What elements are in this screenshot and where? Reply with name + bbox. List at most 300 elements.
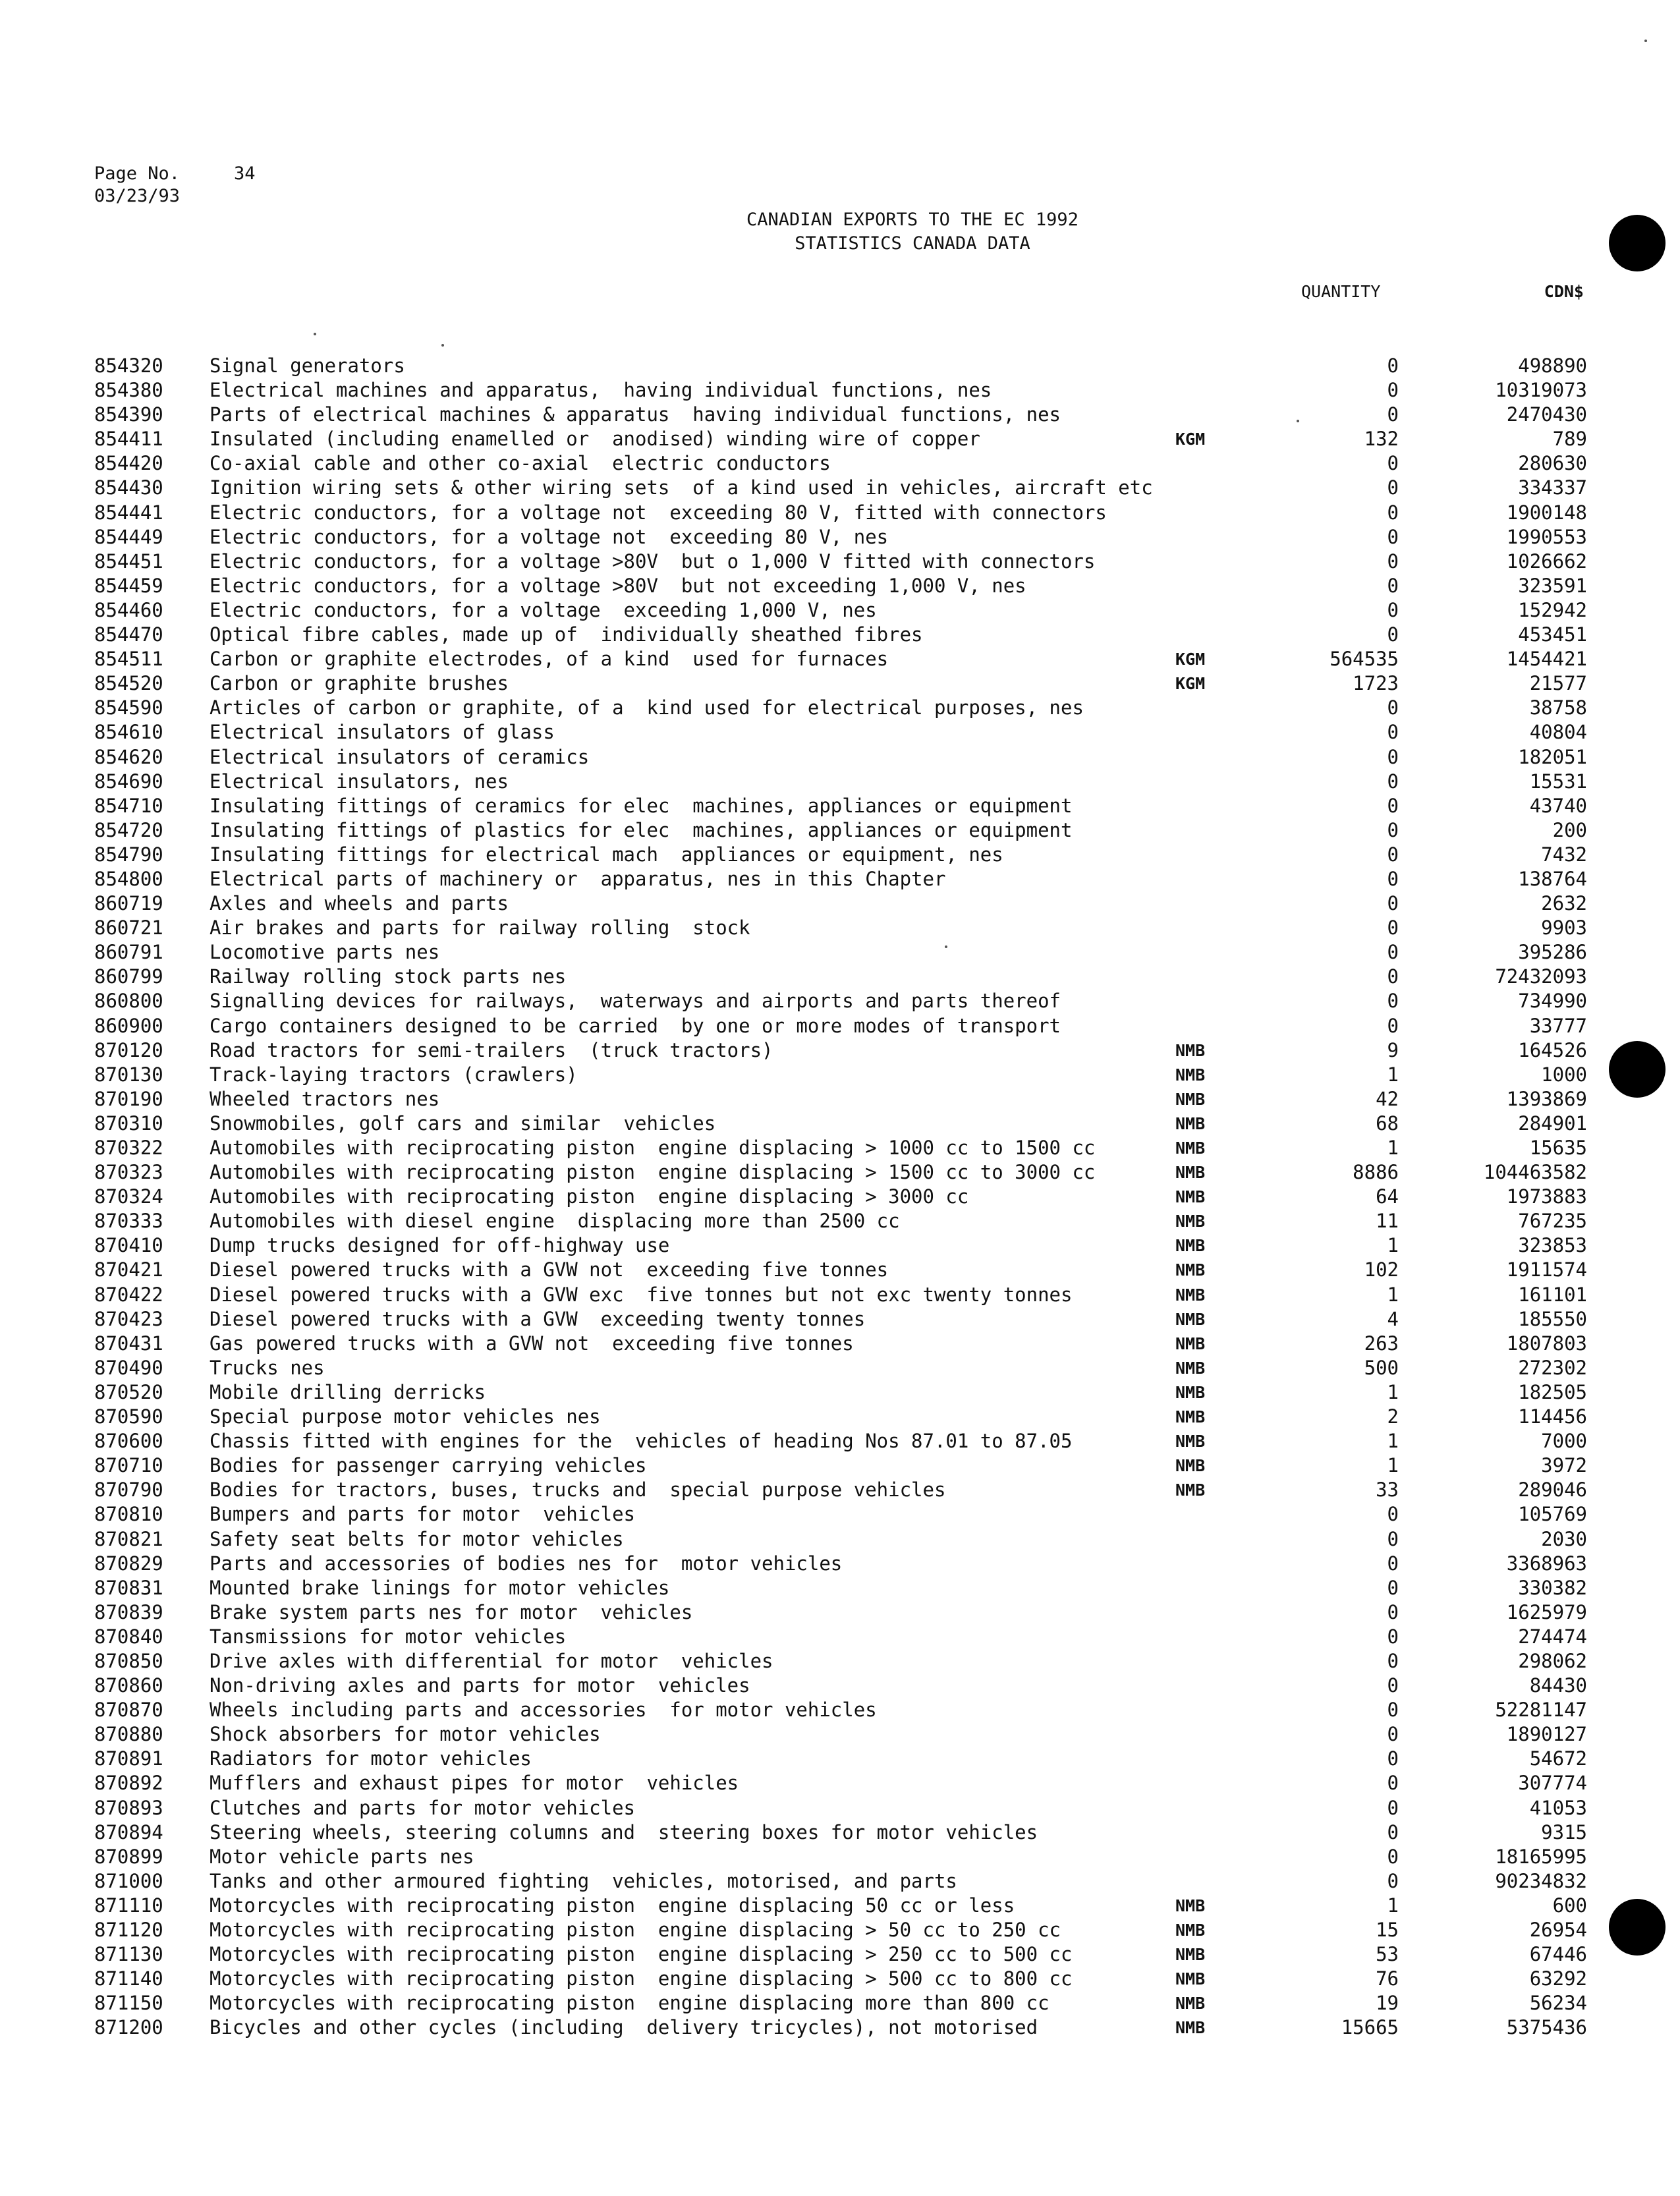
quantity-value: 1723 [1353,672,1399,695]
commodity-description: Brake system parts nes for motor vehicles [210,1600,693,1623]
commodity-code: 871150 [94,1992,163,2015]
quantity-value: 0 [1387,549,1399,573]
unit-of-measure: NMB [1175,1260,1206,1280]
quantity-value: 1 [1387,1454,1399,1477]
cdn-value: 41053 [1529,1796,1587,1819]
commodity-code: 870899 [94,1845,163,1868]
table-row [0,1796,1680,1820]
unit-of-measure: NMB [1175,1896,1206,1915]
commodity-description: Drive axles with differential for motor vehicles [210,1649,773,1672]
table-row [0,1209,1680,1233]
commodity-description: Automobiles with reciprocating piston engine displacing > 1000 cc to 1500 cc [210,1137,1096,1159]
quantity-value: 9 [1387,1038,1399,1061]
commodity-description: Insulating fittings of ceramics for elec machines, appliances or equipment [210,794,1073,817]
punch-hole-mark [1609,215,1666,271]
table-row [0,1991,1680,2015]
quantity-value: 0 [1387,501,1399,524]
commodity-code: 860800 [94,990,163,1013]
cdn-value: 1026662 [1506,549,1587,573]
commodity-code: 870422 [94,1283,163,1306]
commodity-code: 870590 [94,1405,163,1428]
quantity-value: 0 [1387,941,1399,964]
unit-of-measure: KGM [1175,430,1206,449]
commodity-code: 870891 [94,1747,163,1770]
quantity-column-header: QUANTITY [1301,282,1381,301]
quantity-value: 0 [1387,770,1399,793]
commodity-description: Air brakes and parts for railway rolling stock [210,916,750,940]
commodity-description: Motor vehicle parts nes [210,1845,474,1868]
cdn-value: 734990 [1518,990,1587,1013]
cdn-value: 280630 [1518,452,1587,475]
unit-of-measure: NMB [1175,1139,1206,1158]
quantity-value: 0 [1387,452,1399,475]
cdn-value: 52281147 [1495,1699,1587,1722]
cdn-value: 164526 [1518,1038,1587,1061]
table-row [0,1552,1680,1576]
quantity-value: 263 [1364,1332,1399,1355]
table-row [0,1820,1680,1845]
cdn-value: 5375436 [1506,2016,1587,2039]
commodity-description: Electrical machines and apparatus, having individual functions, nes [210,379,992,402]
cdn-value: 43740 [1529,794,1587,817]
cdn-value: 2030 [1541,1527,1587,1550]
commodity-code: 860791 [94,941,163,964]
commodity-description: Special purpose motor vehicles nes [210,1405,601,1428]
commodity-code: 870892 [94,1772,163,1795]
quantity-value: 8886 [1353,1161,1399,1184]
page-number: 34 [234,163,256,184]
quantity-value: 68 [1376,1112,1399,1135]
table-row [0,1429,1680,1453]
quantity-value: 0 [1387,525,1399,548]
commodity-code: 854420 [94,452,163,475]
table-row [0,1502,1680,1527]
unit-of-measure: NMB [1175,1358,1206,1378]
table-row [0,794,1680,818]
table-row [0,1942,1680,1967]
unit-of-measure: NMB [1175,1480,1206,1500]
quantity-value: 4 [1387,1307,1399,1330]
cdn-value: 114456 [1518,1405,1587,1428]
table-row [0,1233,1680,1258]
commodity-description: Insulating fittings of plastics for elec machines, appliances or equipment [210,818,1073,841]
table-row [0,476,1680,500]
commodity-code: 870190 [94,1087,163,1110]
cdn-value: 1900148 [1506,501,1587,524]
quantity-value: 0 [1387,892,1399,915]
quantity-value: 0 [1387,1014,1399,1037]
commodity-description: Parts of electrical machines & apparatus having individual functions, nes [210,403,1061,426]
commodity-description: Optical fibre cables, made up of individually sheathed fibres [210,623,923,646]
quantity-value: 0 [1387,1772,1399,1795]
table-row [0,965,1680,989]
table-row [0,1063,1680,1087]
cdn-value: 104463582 [1483,1161,1587,1184]
quantity-value: 0 [1387,990,1399,1013]
quantity-value: 1 [1387,1137,1399,1159]
commodity-code: 870322 [94,1137,163,1159]
unit-of-measure: NMB [1175,1382,1206,1402]
cdn-value: 40804 [1529,721,1587,744]
cdn-value: 323591 [1518,574,1587,597]
table-row [0,720,1680,745]
commodity-code: 871120 [94,1919,163,1941]
table-row [0,598,1680,623]
commodity-code: 854470 [94,623,163,646]
commodity-description: Tansmissions for motor vehicles [210,1625,567,1648]
scan-speck [1297,420,1299,422]
unit-of-measure: NMB [1175,1969,1206,1989]
commodity-description: Tanks and other armoured fighting vehicles, motorised, and parts [210,1869,957,1892]
quantity-value: 11 [1376,1210,1399,1233]
table-row [0,1747,1680,1771]
commodity-code: 870710 [94,1454,163,1477]
table-row [0,549,1680,574]
cdn-value: 33777 [1529,1014,1587,1037]
quantity-value: 0 [1387,623,1399,646]
table-row [0,574,1680,598]
table-row [0,623,1680,647]
commodity-description: Electric conductors, for a voltage not exceeding 80 V, fitted with connectors [210,501,1107,524]
quantity-value: 76 [1376,1967,1399,1990]
unit-of-measure: NMB [1175,1456,1206,1476]
commodity-code: 870421 [94,1258,163,1281]
cdn-value: 56234 [1529,1992,1587,2015]
commodity-description: Bodies for tractors, buses, trucks and special purpose vehicles [210,1478,946,1502]
cdn-value: 15531 [1529,770,1587,793]
commodity-code: 854441 [94,501,163,524]
commodity-description: Motorcycles with reciprocating piston engine displacing 50 cc or less [210,1894,1015,1917]
quantity-value: 1 [1387,1430,1399,1453]
cdn-value: 1807803 [1506,1332,1587,1355]
cdn-value: 395286 [1518,941,1587,964]
quantity-value: 0 [1387,1600,1399,1623]
cdn-value: 200 [1552,818,1587,841]
cdn-value: 3368963 [1506,1552,1587,1575]
commodity-code: 870333 [94,1210,163,1233]
commodity-description: Carbon or graphite brushes [210,672,509,695]
cdn-value: 453451 [1518,623,1587,646]
unit-of-measure: NMB [1175,1309,1206,1329]
commodity-description: Mobile drilling derricks [210,1380,486,1403]
commodity-code: 870490 [94,1356,163,1379]
table-row [0,1722,1680,1747]
cdn-value: 182051 [1518,745,1587,768]
table-row [0,1478,1680,1502]
commodity-code: 870860 [94,1674,163,1697]
quantity-value: 15665 [1341,2016,1399,2039]
table-row [0,354,1680,378]
cdn-value: 600 [1552,1894,1587,1917]
commodity-code: 870893 [94,1796,163,1819]
commodity-description: Shock absorbers for motor vehicles [210,1723,601,1746]
table-row [0,1185,1680,1209]
table-row [0,1845,1680,1869]
scan-speck [441,344,444,347]
commodity-code: 870831 [94,1576,163,1599]
commodity-code: 854451 [94,549,163,573]
commodity-code: 870120 [94,1038,163,1061]
commodity-description: Trucks nes [210,1356,325,1379]
commodity-description: Automobiles with reciprocating piston engine displacing > 1500 cc to 3000 cc [210,1161,1096,1184]
punch-hole-mark [1609,1899,1666,1956]
commodity-code: 854690 [94,770,163,793]
quantity-value: 0 [1387,379,1399,402]
scan-speck [945,945,947,948]
commodity-code: 854610 [94,721,163,744]
commodity-code: 871000 [94,1869,163,1892]
commodity-code: 871140 [94,1967,163,1990]
commodity-code: 870810 [94,1503,163,1526]
quantity-value: 0 [1387,1796,1399,1819]
commodity-description: Gas powered trucks with a GVW not exceeding five tonnes [210,1332,854,1355]
table-row [0,1894,1680,1918]
commodity-description: Co-axial cable and other co-axial electric conductors [210,452,831,475]
commodity-description: Chassis fitted with engines for the vehicles of heading Nos 87.01 to 87.05 [210,1430,1073,1453]
table-row [0,1283,1680,1307]
cdn-value: 67446 [1529,1943,1587,1966]
commodity-description: Diesel powered trucks with a GVW exceeding twenty tonnes [210,1307,866,1330]
commodity-description: Motorcycles with reciprocating piston engine displacing > 250 cc to 500 cc [210,1943,1073,1966]
commodity-description: Electric conductors, for a voltage not exceeding 80 V, nes [210,525,889,548]
commodity-description: Parts and accessories of bodies nes for motor vehicles [210,1552,843,1575]
table-row [0,1307,1680,1332]
table-row [0,1869,1680,1894]
cdn-value: 152942 [1518,598,1587,621]
commodity-code: 870840 [94,1625,163,1648]
unit-of-measure: KGM [1175,674,1206,694]
unit-of-measure: NMB [1175,1334,1206,1353]
commodity-code: 870323 [94,1161,163,1184]
commodity-description: Dump trucks designed for off-highway use [210,1234,670,1257]
cdn-value: 767235 [1518,1210,1587,1233]
commodity-description: Road tractors for semi-trailers (truck tractors) [210,1038,773,1061]
table-row [0,989,1680,1013]
cdn-value: 2470430 [1506,403,1587,426]
commodity-code: 860719 [94,892,163,915]
commodity-code: 870850 [94,1649,163,1672]
commodity-description: Motorcycles with reciprocating piston engine displacing more than 800 cc [210,1992,1050,2015]
commodity-description: Steering wheels, steering columns and steering boxes for motor vehicles [210,1820,1038,1844]
quantity-value: 0 [1387,1625,1399,1648]
table-row [0,1625,1680,1649]
commodity-description: Automobiles with reciprocating piston engine displacing > 3000 cc [210,1185,969,1208]
cdn-value: 272302 [1518,1356,1587,1379]
quantity-value: 0 [1387,354,1399,377]
quantity-value: 0 [1387,1869,1399,1892]
commodity-code: 870324 [94,1185,163,1208]
table-row [0,451,1680,476]
table-row [0,1038,1680,1063]
quantity-value: 1 [1387,1894,1399,1917]
table-row [0,1258,1680,1282]
commodity-code: 854430 [94,476,163,499]
quantity-value: 53 [1376,1943,1399,1966]
unit-of-measure: NMB [1175,1285,1206,1305]
commodity-code: 854460 [94,598,163,621]
unit-of-measure: NMB [1175,1040,1206,1060]
table-row [0,2015,1680,2040]
commodity-description: Electrical insulators of glass [210,721,555,744]
commodity-code: 870410 [94,1234,163,1257]
cdn-value: 15635 [1529,1137,1587,1159]
quantity-value: 0 [1387,1674,1399,1697]
quantity-value: 0 [1387,916,1399,940]
quantity-value: 0 [1387,1503,1399,1526]
commodity-code: 854320 [94,354,163,377]
commodity-description: Signalling devices for railways, waterways and airports and parts thereof [210,990,1061,1013]
table-row [0,1698,1680,1722]
commodity-description: Cargo containers designed to be carried by one or more modes of transport [210,1014,1061,1037]
commodity-code: 854511 [94,648,163,671]
commodity-description: Signal generators [210,354,405,377]
commodity-description: Motorcycles with reciprocating piston engine displacing > 500 cc to 800 cc [210,1967,1073,1990]
table-row [0,1771,1680,1795]
quantity-value: 0 [1387,476,1399,499]
quantity-value: 1 [1387,1283,1399,1306]
table-row [0,1600,1680,1625]
unit-of-measure: NMB [1175,2018,1206,2038]
quantity-value: 0 [1387,1649,1399,1672]
table-row [0,1112,1680,1136]
unit-of-measure: NMB [1175,1113,1206,1133]
quantity-value: 0 [1387,598,1399,621]
commodity-description: Electric conductors, for a voltage >80V but o 1,000 V fitted with connectors [210,549,1096,573]
unit-of-measure: NMB [1175,1945,1206,1965]
table-row [0,1918,1680,1942]
commodity-description: Bodies for passenger carrying vehicles [210,1454,647,1477]
table-row [0,1649,1680,1674]
table-row [0,843,1680,867]
commodity-code: 870431 [94,1332,163,1355]
commodity-code: 870894 [94,1820,163,1844]
unit-of-measure: NMB [1175,1089,1206,1109]
cdn-value: 1454421 [1506,648,1587,671]
table-row [0,940,1680,965]
cdn-value: 1911574 [1506,1258,1587,1281]
cdn-value: 182505 [1518,1380,1587,1403]
commodity-code: 854720 [94,818,163,841]
unit-of-measure: NMB [1175,1212,1206,1231]
export-table [0,354,1680,2040]
quantity-value: 0 [1387,721,1399,744]
commodity-description: Electric conductors, for a voltage >80V but not exceeding 1,000 V, nes [210,574,1026,597]
commodity-code: 854449 [94,525,163,548]
commodity-code: 854800 [94,867,163,890]
table-row [0,525,1680,549]
commodity-code: 860721 [94,916,163,940]
cdn-value: 1990553 [1506,525,1587,548]
quantity-value: 132 [1364,428,1399,451]
commodity-description: Locomotive parts nes [210,941,440,964]
table-row [0,1087,1680,1112]
commodity-code: 870870 [94,1699,163,1722]
quantity-value: 0 [1387,403,1399,426]
commodity-description: Insulating fittings for electrical mach appliances or equipment, nes [210,843,1003,866]
table-row [0,916,1680,940]
table-row [0,1405,1680,1429]
commodity-code: 860900 [94,1014,163,1037]
cdn-value: 138764 [1518,867,1587,890]
quantity-value: 0 [1387,1723,1399,1746]
table-row [0,1160,1680,1185]
quantity-value: 0 [1387,965,1399,988]
quantity-value: 0 [1387,1527,1399,1550]
quantity-value: 1 [1387,1234,1399,1257]
commodity-code: 870520 [94,1380,163,1403]
unit-of-measure: NMB [1175,1065,1206,1084]
commodity-description: Radiators for motor vehicles [210,1747,532,1770]
quantity-value: 0 [1387,1845,1399,1868]
quantity-value: 0 [1387,867,1399,890]
commodity-code: 871200 [94,2016,163,2039]
commodity-description: Electric conductors, for a voltage exceeding 1,000 V, nes [210,598,877,621]
table-row [0,818,1680,843]
quantity-value: 1 [1387,1063,1399,1086]
commodity-description: Carbon or graphite electrodes, of a kind used for furnaces [210,648,889,671]
table-row [0,1674,1680,1698]
table-row [0,1453,1680,1478]
quantity-value: 33 [1376,1478,1399,1502]
unit-of-measure: NMB [1175,1994,1206,2013]
commodity-code: 870130 [94,1063,163,1086]
quantity-value: 0 [1387,794,1399,817]
page-label: Page No. [94,163,181,184]
quantity-value: 500 [1364,1356,1399,1379]
cdn-value: 1973883 [1506,1185,1587,1208]
quantity-value: 0 [1387,1699,1399,1722]
cdn-value: 334337 [1518,476,1587,499]
table-row [0,1014,1680,1038]
cdn-value: 274474 [1518,1625,1587,1648]
commodity-code: 870821 [94,1527,163,1550]
punch-hole-mark [1609,1041,1666,1098]
quantity-value: 564535 [1330,648,1399,671]
commodity-code: 854390 [94,403,163,426]
table-row [0,427,1680,451]
unit-of-measure: KGM [1175,650,1206,669]
cdn-value: 330382 [1518,1576,1587,1599]
cdn-value: 72432093 [1495,965,1587,988]
scan-speck [1644,40,1647,42]
commodity-code: 860799 [94,965,163,988]
report-title: CANADIAN EXPORTS TO THE EC 1992 [746,210,1078,230]
unit-of-measure: NMB [1175,1407,1206,1427]
commodity-code: 854590 [94,696,163,719]
cdn-value: 18165995 [1495,1845,1587,1868]
table-row [0,378,1680,403]
commodity-description: Snowmobiles, golf cars and similar vehicles [210,1112,716,1135]
cdn-value: 9315 [1541,1820,1587,1844]
quantity-value: 0 [1387,574,1399,597]
report-subtitle: STATISTICS CANADA DATA [795,233,1030,254]
cdn-value: 10319073 [1495,379,1587,402]
table-row [0,1356,1680,1380]
commodity-code: 854710 [94,794,163,817]
commodity-code: 870839 [94,1600,163,1623]
cdn-value: 298062 [1518,1649,1587,1672]
unit-of-measure: NMB [1175,1432,1206,1451]
cdn-value: 21577 [1529,672,1587,695]
commodity-code: 870829 [94,1552,163,1575]
table-row [0,647,1680,671]
commodity-description: Bumpers and parts for motor vehicles [210,1503,636,1526]
quantity-value: 0 [1387,818,1399,841]
commodity-description: Bicycles and other cycles (including delivery tricycles), not motorised [210,2016,1038,2039]
table-row [0,770,1680,794]
table-row [0,745,1680,770]
commodity-description: Wheeled tractors nes [210,1087,440,1110]
